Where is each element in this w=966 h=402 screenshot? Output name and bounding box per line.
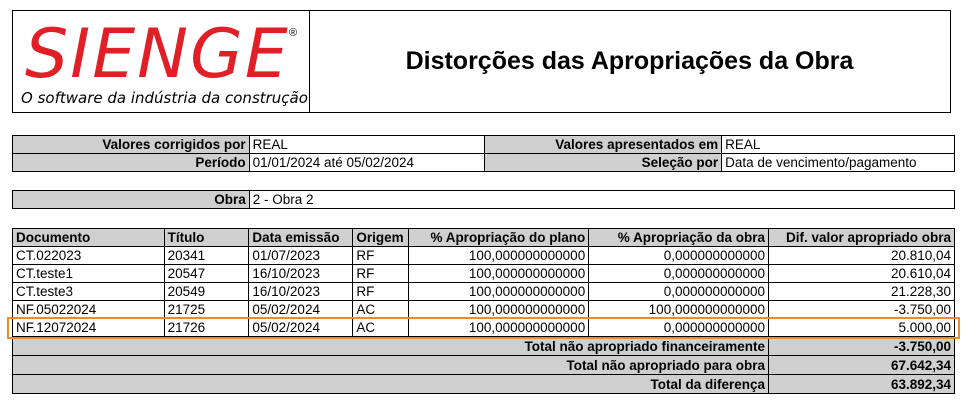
cell-apropriacao-plano: 100,000000000000 <box>409 265 589 283</box>
cell-apropriacao-obra: 0,000000000000 <box>589 283 769 301</box>
cell-dif-valor: 21.228,30 <box>769 283 955 301</box>
periodo-label: Período <box>13 154 250 172</box>
cell-titulo: 21725 <box>164 301 249 319</box>
total-diferenca-label: Total da diferença <box>13 375 769 394</box>
col-header-apropriacao-obra: % Apropriação da obra <box>589 229 769 247</box>
col-header-origem: Origem <box>353 229 409 247</box>
cell-dif-valor: 5.000,00 <box>769 319 955 337</box>
col-header-dif-valor: Dif. valor apropriado obra <box>769 229 955 247</box>
total-nao-apropriado-financeiramente-value: -3.750,00 <box>769 337 955 356</box>
cell-documento: CT.teste1 <box>13 265 165 283</box>
cell-documento: NF.12072024 <box>13 319 165 337</box>
col-header-data-emissao: Data emissão <box>249 229 353 247</box>
cell-titulo: 20547 <box>164 265 249 283</box>
cell-apropriacao-obra: 100,000000000000 <box>589 301 769 319</box>
cell-titulo: 20549 <box>164 283 249 301</box>
cell-apropriacao-obra: 0,000000000000 <box>589 265 769 283</box>
total-diferenca-value: 63.892,34 <box>769 375 955 394</box>
cell-documento: CT.teste3 <box>13 283 165 301</box>
cell-origem: AC <box>353 301 409 319</box>
total-nao-apropriado-obra-label: Total não apropriado para obra <box>13 356 769 375</box>
total-row <box>13 375 955 394</box>
table-row <box>13 283 955 301</box>
cell-dif-valor: 20.610,04 <box>769 265 955 283</box>
cell-apropriacao-plano: 100,000000000000 <box>409 319 589 337</box>
cell-data-emissao: 16/10/2023 <box>249 265 353 283</box>
report-parameters-table <box>12 135 955 172</box>
cell-titulo: 21726 <box>164 319 249 337</box>
cell-apropriacao-obra: 0,000000000000 <box>589 247 769 265</box>
total-nao-apropriado-obra-value: 67.642,34 <box>769 356 955 375</box>
logo-tagline: O software da indústria da construção <box>21 89 308 107</box>
cell-titulo: 20341 <box>164 247 249 265</box>
table-row <box>13 247 955 265</box>
obra-table <box>12 190 955 209</box>
col-header-documento: Documento <box>13 229 165 247</box>
parameters-row <box>13 136 955 154</box>
logo <box>13 11 310 112</box>
table-header-row <box>13 229 955 247</box>
valores-corrigidos-value: REAL <box>249 136 485 154</box>
cell-origem: AC <box>353 319 409 337</box>
cell-apropriacao-obra: 0,000000000000 <box>589 319 769 337</box>
cell-data-emissao: 01/07/2023 <box>249 247 353 265</box>
valores-apresentados-value: REAL <box>722 136 955 154</box>
cell-data-emissao: 05/02/2024 <box>249 301 353 319</box>
cell-dif-valor: 20.810,04 <box>769 247 955 265</box>
obra-label: Obra <box>13 191 250 209</box>
cell-data-emissao: 16/10/2023 <box>249 283 353 301</box>
table-row-highlighted <box>13 319 955 337</box>
cell-documento: CT.022023 <box>13 247 165 265</box>
cell-origem: RF <box>353 265 409 283</box>
logo-word: SIENGE <box>25 15 290 91</box>
obra-row <box>13 191 955 209</box>
selecao-value: Data de vencimento/pagamento <box>722 154 955 172</box>
sienge-logo-icon <box>13 11 309 91</box>
periodo-value: 01/01/2024 até 05/02/2024 <box>249 154 485 172</box>
cell-documento: NF.05022024 <box>13 301 165 319</box>
col-header-apropriacao-plano: % Apropriação do plano <box>409 229 589 247</box>
report-header <box>12 10 951 113</box>
cell-data-emissao: 05/02/2024 <box>249 319 353 337</box>
total-nao-apropriado-financeiramente-label: Total não apropriado financeiramente <box>13 337 769 356</box>
table-row <box>13 301 955 319</box>
cell-origem: RF <box>353 247 409 265</box>
obra-value: 2 - Obra 2 <box>249 191 954 209</box>
cell-apropriacao-plano: 100,000000000000 <box>409 283 589 301</box>
total-row <box>13 356 955 375</box>
valores-apresentados-label: Valores apresentados em <box>485 136 722 154</box>
page-title: Distorções das Apropriações da Obra <box>405 47 854 75</box>
cell-apropriacao-plano: 100,000000000000 <box>409 247 589 265</box>
parameters-row <box>13 154 955 172</box>
table-row <box>13 265 955 283</box>
distortions-table <box>12 228 955 394</box>
registered-mark: ® <box>289 27 298 39</box>
cell-dif-valor: -3.750,00 <box>769 301 955 319</box>
col-header-titulo: Título <box>164 229 249 247</box>
cell-apropriacao-plano: 100,000000000000 <box>409 301 589 319</box>
selecao-label: Seleção por <box>485 154 722 172</box>
total-row <box>13 337 955 356</box>
cell-origem: RF <box>353 283 409 301</box>
valores-corrigidos-label: Valores corrigidos por <box>13 136 250 154</box>
